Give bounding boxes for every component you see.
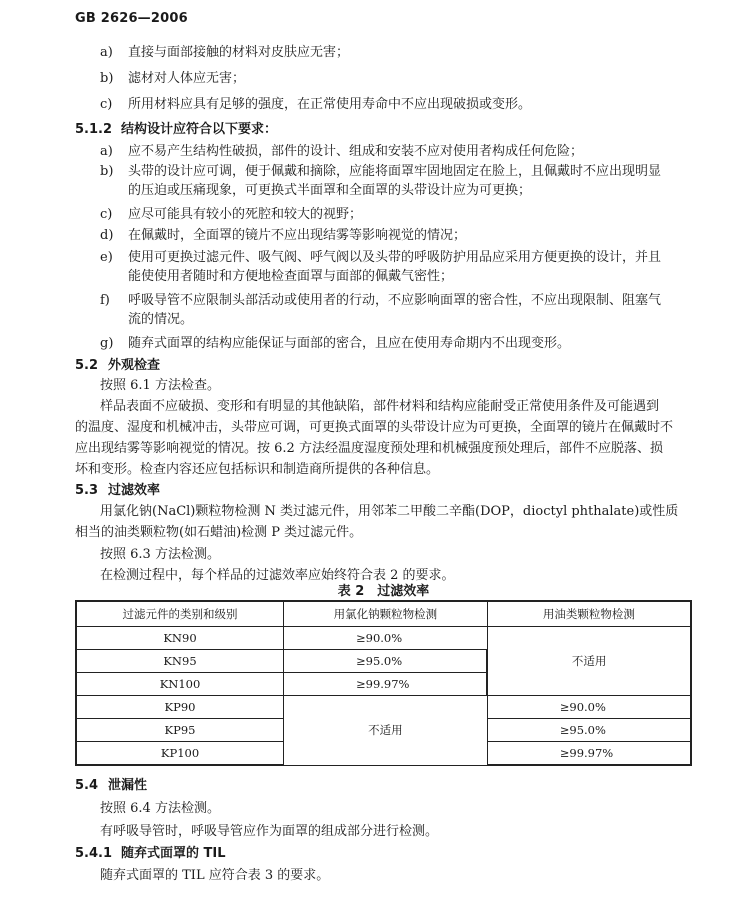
list-item-text: 的压迫或压痛现象，可更换式半面罩和全面罩的头带设计应为可更换；	[128, 183, 532, 198]
list-item-label: e)	[100, 250, 113, 265]
list-item-text: 头带的设计应可调，便于佩戴和摘除，应能将面罩牢固地固定在脸上，且佩戴时不应出现明显	[128, 164, 662, 179]
paragraph-line: 的温度、湿度和机械冲击，头带应可调，可更换式面罩的头带设计应为可更换，全面罩的镜片在佩戴时不	[75, 420, 674, 435]
paragraph-line: 随弃式面罩的 TIL 应符合表 3 的要求。	[100, 868, 330, 883]
not-applicable-cell: 不适用	[487, 627, 691, 696]
section-heading	[75, 482, 160, 500]
oil-efficiency-cell: ≥90.0%	[487, 696, 691, 719]
section-heading	[75, 845, 226, 863]
section-heading	[75, 777, 147, 795]
filter-class-cell: KN90	[76, 627, 284, 650]
oil-efficiency-cell: ≥95.0%	[487, 719, 691, 742]
section-title: 泄漏性	[108, 778, 148, 793]
section-number: 5.4.1	[75, 846, 113, 861]
oil-efficiency-cell: ≥99.97%	[487, 742, 691, 766]
section-number: 5.3	[75, 483, 99, 498]
section-number: 5.4	[75, 778, 99, 793]
table-caption: 表 2 过滤效率	[337, 584, 430, 599]
list-item-text: 流的情况。	[128, 312, 194, 327]
not-applicable-cell: 不适用	[284, 696, 488, 766]
paragraph-line: 有呼吸导管时，呼吸导管应作为面罩的组成部分进行检测。	[100, 824, 439, 839]
filter-class-cell: KP95	[76, 719, 284, 742]
filter-efficiency-table	[75, 600, 692, 766]
section-heading	[75, 357, 160, 375]
list-item-label: a)	[100, 144, 113, 159]
list-item-text: 在佩戴时，全面罩的镜片不应出现结雾等影响视觉的情况；	[128, 228, 467, 243]
section-title: 外观检查	[108, 358, 161, 373]
list-item-label: g)	[100, 336, 114, 351]
table-row	[76, 627, 691, 650]
column-header: 过滤元件的类别和级别	[76, 601, 284, 627]
list-item-label: d)	[100, 228, 114, 243]
list-item-label: a)	[100, 45, 113, 60]
list-item-text: 直接与面部接触的材料对皮肤应无害；	[128, 45, 350, 60]
paragraph-line: 用氯化钠(NaCl)颗粒物检测 N 类过滤元件，用邻苯二甲酸二辛酯(DOP，dioctyl phthalate)或性质	[100, 504, 679, 519]
paragraph-line: 按照 6.4 方法检测。	[100, 801, 220, 816]
column-header: 用油类颗粒物检测	[487, 601, 691, 627]
list-item-label: c)	[100, 207, 113, 222]
list-item-label: b)	[100, 164, 114, 179]
list-item-text: 所用材料应具有足够的强度，在正常使用寿命中不应出现破损或变形。	[128, 97, 532, 112]
column-header: 用氯化钠颗粒物检测	[284, 601, 488, 627]
list-item-text: 能使使用者随时和方便地检查面罩与面部的佩戴气密性；	[128, 269, 454, 284]
nacl-efficiency-cell: ≥95.0%	[284, 650, 488, 673]
paragraph-line: 按照 6.3 方法检测。	[100, 547, 220, 562]
filter-class-cell: KP100	[76, 742, 284, 766]
paragraph-line: 坏和变形。检查内容还应包括标识和制造商所提供的各种信息。	[75, 462, 440, 477]
list-item-text: 随弃式面罩的结构应能保证与面部的密合，且应在使用寿命期内不出现变形。	[128, 336, 571, 351]
list-item-label: f)	[100, 293, 110, 308]
list-item-label: b)	[100, 71, 114, 86]
standard-code: GB 2626—2006	[75, 11, 188, 26]
paragraph-line: 相当的油类颗粒物(如石蜡油)检测 P 类过滤元件。	[75, 525, 363, 540]
filter-class-cell: KN100	[76, 673, 284, 696]
paragraph-line: 样品表面不应破损、变形和有明显的其他缺陷，部件材料和结构应能耐受正常使用条件及可能遇到	[100, 399, 660, 414]
section-title: 随弃式面罩的 TIL	[121, 846, 226, 861]
section-title: 过滤效率	[108, 483, 161, 498]
paragraph-line: 应出现结雾等影响视觉的情况。按 6.2 方法经温度湿度预处理和机械强度预处理后，部件不应脱落、损	[75, 441, 663, 456]
list-item-text: 呼吸导管不应限制头部活动或使用者的行动，不应影响面罩的密合性，不应出现限制、阻塞气	[128, 293, 662, 308]
list-item-text: 使用可更换过滤元件、吸气阀、呼气阀以及头带的呼吸防护用品应采用方便更换的设计，并且	[128, 250, 662, 265]
filter-class-cell: KN95	[76, 650, 284, 673]
section-heading	[75, 121, 277, 139]
section-title: 结构设计应符合以下要求：	[121, 122, 278, 137]
list-item-text: 应不易产生结构性破损，部件的设计、组成和安装不应对使用者构成任何危险；	[128, 144, 584, 159]
list-item-text: 滤材对人体应无害；	[128, 71, 246, 86]
table-row	[76, 696, 691, 719]
nacl-efficiency-cell: ≥99.97%	[284, 673, 488, 696]
paragraph-line: 按照 6.1 方法检查。	[100, 378, 220, 393]
nacl-efficiency-cell: ≥90.0%	[284, 627, 488, 650]
table-header-row	[76, 601, 691, 627]
section-number: 5.2	[75, 358, 99, 373]
list-item-text: 应尽可能具有较小的死腔和较大的视野；	[128, 207, 363, 222]
list-item-label: c)	[100, 97, 113, 112]
section-number: 5.1.2	[75, 122, 113, 137]
paragraph-line: 在检测过程中，每个样品的过滤效率应始终符合表 2 的要求。	[100, 568, 455, 583]
filter-class-cell: KP90	[76, 696, 284, 719]
